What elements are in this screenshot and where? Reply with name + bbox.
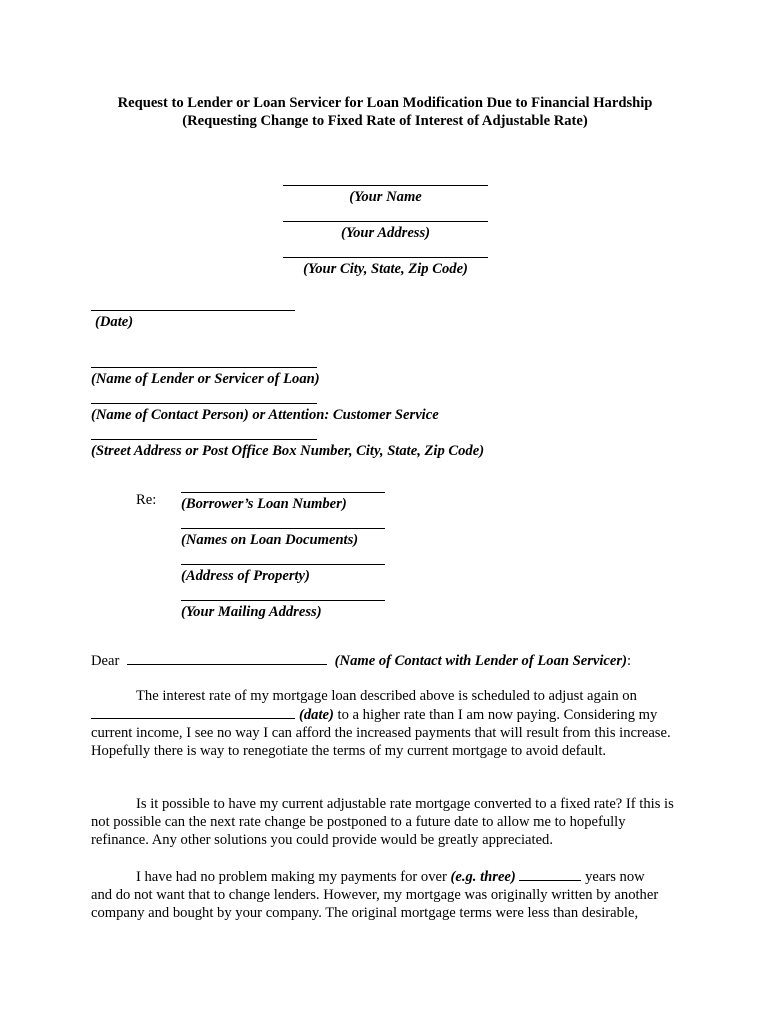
salutation-blank	[127, 651, 327, 665]
sender-address-blank	[283, 221, 488, 222]
paragraph-3-rest: and do not want that to change lenders. However, my mortgage was originally written by another company and bought by your company. The original mortgage terms were less than desirable,	[91, 887, 659, 921]
sender-city-label: (Your City, State, Zip Code)	[303, 261, 468, 277]
lender-blank	[91, 367, 317, 368]
paragraph-1-body	[91, 705, 681, 760]
paragraph-1	[91, 687, 681, 760]
re-property-blank	[181, 564, 385, 565]
re-prefix: Re:	[136, 492, 157, 508]
sender-address-label: (Your Address)	[340, 225, 431, 241]
re-mailing-blank	[181, 600, 385, 601]
re-names-label: (Names on Loan Documents)	[181, 532, 359, 548]
date-block	[91, 310, 295, 331]
lender-label: (Name of Lender or Servicer of Loan)	[91, 371, 320, 387]
paragraph-1-rest: to a higher rate than I am now paying. Considering my current income, I see no way I can afford the increased payments that will result from this increase. Hopefully there is way to renegotiate the terms of my current mortgage to avoid default.	[91, 707, 671, 759]
sender-name-block	[283, 185, 488, 206]
document-title-line-1: Request to Lender or Loan Servicer for Loan Modification Due to Financial Hardship	[117, 95, 653, 111]
re-mailing-block	[181, 600, 385, 621]
salutation-colon: :	[626, 653, 631, 669]
sender-name-label: (Your Name	[349, 189, 422, 205]
sender-city-block	[283, 257, 488, 278]
contact-label: (Name of Contact Person) or Attention: Customer Service	[91, 407, 439, 423]
paragraph-3-first-line	[91, 867, 681, 886]
contact-block	[91, 403, 439, 424]
paragraph-3-mid: years now	[585, 869, 645, 885]
date-label: (Date)	[95, 314, 134, 330]
date-blank	[91, 310, 295, 311]
contact-blank	[91, 403, 317, 404]
salutation-line	[91, 651, 631, 670]
street-blank	[91, 439, 317, 440]
paragraph-3-start: I have had no problem making my payments for over	[136, 869, 447, 885]
re-loan-number-block	[181, 492, 385, 513]
re-names-blank	[181, 528, 385, 529]
paragraph-1-start: The interest rate of my mortgage loan described above is scheduled to adjust again on	[136, 688, 637, 704]
re-mailing-label: (Your Mailing Address)	[181, 604, 322, 620]
paragraph-3	[91, 867, 681, 922]
re-property-block	[181, 564, 385, 585]
paragraph-1-date-label: (date)	[299, 707, 334, 723]
document-title-line-2: (Requesting Change to Fixed Rate of Interest of Adjustable Rate)	[182, 113, 588, 129]
re-loan-number-blank	[181, 492, 385, 493]
salutation-contact-label: (Name of Contact with Lender of Loan Servicer)	[334, 653, 627, 669]
lender-block	[91, 367, 320, 388]
sender-name-blank	[283, 185, 488, 186]
paragraph-3-example: (e.g. three)	[450, 869, 516, 885]
street-label: (Street Address or Post Office Box Number, City, State, Zip Code)	[91, 443, 485, 459]
re-names-block	[181, 528, 385, 549]
sender-city-blank	[283, 257, 488, 258]
paragraph-3-years-blank	[519, 867, 581, 881]
street-block	[91, 439, 484, 460]
re-loan-number-label: (Borrower’s Loan Number)	[181, 496, 347, 512]
salutation-dear: Dear	[91, 653, 120, 669]
paragraph-2	[91, 795, 681, 849]
sender-address-block	[283, 221, 488, 242]
paragraph-2-text: Is it possible to have my current adjustable rate mortgage converted to a fixed rate? If this is not possible can the next rate change be postponed to a future date to allow me to hopefully refinance. Any other solutions you could provide would be greatly appreciated.	[91, 796, 674, 848]
paragraph-1-date-blank	[91, 705, 295, 719]
re-property-label: (Address of Property)	[181, 568, 310, 584]
